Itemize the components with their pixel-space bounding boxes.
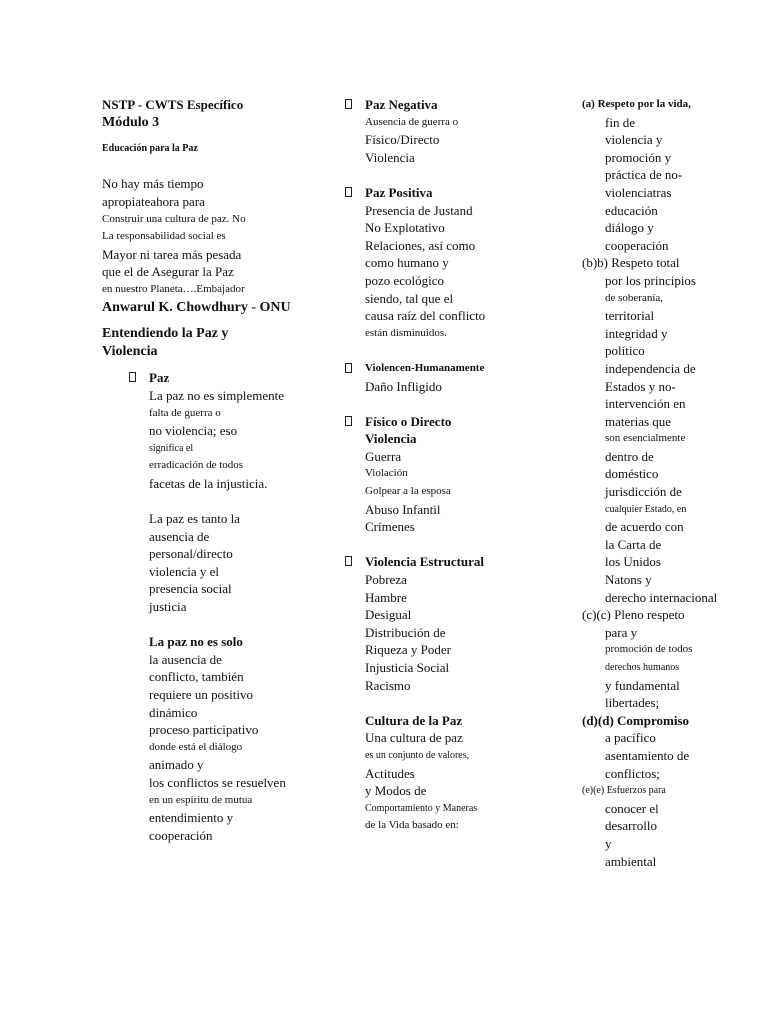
quote-line: Construir una cultura de paz. No [102,212,246,225]
paz2-line: violencia y el [149,563,220,579]
item-b-heading: (b)b) Respeto total [582,255,680,271]
item-b-line: materias que [605,413,672,429]
direct-violence-line: Crímenes [365,519,415,535]
item-e-heading: (e)(e) Esfuerzos para [582,785,666,797]
quote-line: en nuestro Planeta….Embajador [102,282,245,295]
item-b-line: intervención en [605,396,686,412]
positive-peace-line: pozo ecológico [365,272,445,288]
paz-line: no violencia; eso [149,423,238,439]
module-subtitle: Educación para la Paz [102,143,198,155]
bullet-icon [345,187,352,197]
direct-violence-line: Golpear a la esposa [365,485,451,498]
item-c-line: libertades; [605,695,660,711]
paz-heading: Paz [149,370,170,386]
positive-peace-line: Presencia de Justand [365,202,473,218]
module-title: NSTP - CWTS Específico [102,97,244,112]
paz3-line: la ausencia de [149,651,222,667]
bullet-icon [345,363,352,373]
structural-violence-line: Injusticia Social [365,660,450,675]
paz3-line: requiere un positivo [149,687,253,702]
item-b-line: Estados y no- [605,378,676,394]
positive-peace-line: Relaciones, así como [365,237,476,253]
positive-peace-line: No Explotativo [365,220,445,236]
item-a-line: práctica de no- [605,167,683,183]
structural-violence-line: Pobreza [365,572,407,588]
human-violence-heading: Violencen-Humanamente [365,361,485,374]
item-b-line: derecho internacional [605,589,718,605]
item-b-line: Natons y [605,572,652,588]
item-a-line: educación [605,202,658,218]
direct-violence-heading: Físico o Directo [365,413,452,429]
item-a-heading: (a) Respeto por la vida, [582,98,691,110]
paz-line: significa el [149,442,194,454]
item-a-line: fin de [605,114,635,130]
item-a-line: violencia y [605,132,663,148]
positive-peace-heading: Paz Positiva [365,184,433,200]
paz-line: falta de guerra o [149,406,221,419]
culture-of-peace-heading: Cultura de la Paz [365,712,463,728]
module-number: Módulo 3 [102,114,160,130]
item-b-line: los Unidos [605,554,661,570]
paz-line: erradicación de todos [149,459,244,472]
item-b-line: dentro de [605,448,654,464]
paz2-line: La paz es tanto la [149,511,240,527]
item-a-line: diálogo y [605,220,654,236]
paz2-line: justicia [149,599,187,615]
direct-violence-line: Violación [365,467,408,480]
item-a-line: promoción y [605,149,672,165]
paz3-line: en un espíritu de mutua [149,793,253,806]
paz3-line: proceso participativo [149,722,259,738]
item-b-line: la Carta de [605,536,662,552]
item-e-line: ambiental [605,853,657,869]
item-c-line: para y [605,624,638,640]
culture-of-peace-line: Una cultura de paz [365,730,463,746]
item-d-line: a pacífico [605,730,656,746]
structural-violence-line: Riqueza y Poder [365,642,451,658]
item-b-line: por los principios [605,272,696,288]
item-d-heading: (d)(d) Compromiso [582,712,690,728]
direct-violence-line: Abuso Infantil [365,501,441,517]
item-b-line: de soberanía, [605,291,664,304]
structural-violence-line: Distribución de [365,624,446,640]
paz3-line: conflicto, también [149,669,244,685]
positive-peace-line: están disminuidos. [365,326,447,339]
paz2-line: ausencia de [149,528,210,544]
item-b-line: integridad y [605,325,668,341]
item-c-line: y fundamental [605,677,680,693]
item-c-heading: (c)(c) Pleno respeto [582,607,685,623]
item-b-line: jurisdicción de [605,484,682,500]
structural-violence-line: Hambre [365,589,407,605]
paz3-heading: La paz no es solo [149,634,243,650]
item-e-line: desarrollo [605,818,657,834]
paz3-line: los conflictos se resuelven [149,774,286,790]
quote-line: que el de Asegurar la Paz [102,264,234,280]
culture-of-peace-line: Comportamiento y Maneras [365,802,478,814]
culture-of-peace-line: de la Vida basado en: [365,819,459,832]
culture-of-peace-line: es un conjunto de valores, [365,749,470,761]
negative-peace-line: Físico/Directo [365,132,440,148]
item-b-line: político [605,343,645,359]
item-d-line: conflictos; [605,765,660,781]
item-e-line: y [605,835,612,851]
paz2-line: personal/directo [149,546,233,562]
paz-line: facetas de la injusticia. [149,475,268,491]
item-a-line: cooperación [605,237,669,253]
item-b-line: son esencialmente [605,432,686,445]
section-title: Violencia [102,343,158,359]
paz3-line: animado y [149,757,204,773]
bullet-icon [129,372,136,382]
structural-violence-line: Desigual [365,607,412,623]
item-c-line: promoción de todos [605,643,693,656]
positive-peace-line: como humano y [365,255,449,271]
paz3-line: cooperación [149,827,213,843]
column-3 [582,96,762,870]
culture-of-peace-line: Actitudes [365,765,415,781]
structural-violence-heading: Violencia Estructural [365,554,485,570]
quote-line: No hay más tiempo [102,176,204,192]
direct-violence-line: Guerra [365,448,402,464]
positive-peace-line: siendo, tal que el [365,290,454,306]
negative-peace-heading: Paz Negativa [365,97,438,112]
item-b-line: de acuerdo con [605,519,684,535]
negative-peace-line: Ausencia de guerra o [365,115,459,128]
quote-author: Anwarul K. Chowdhury - ONU [102,299,291,315]
quote-line: apropiateahora para [102,193,205,209]
bullet-icon [345,416,352,426]
item-b-line: territorial [605,308,655,324]
quote-line: Mayor ni tarea más pesada [102,246,242,262]
item-e-line: conocer el [605,800,659,816]
item-c-line: derechos humanos [605,662,680,673]
item-b-line: doméstico [605,466,659,482]
human-violence-line: Daño Infligido [365,378,442,394]
structural-violence-line: Racismo [365,677,411,693]
paz-line: La paz no es simplemente [149,387,285,403]
quote-line: La responsabilidad social es [102,230,226,243]
negative-peace-line: Violencia [365,149,415,165]
paz3-line: donde está el diálogo [149,740,243,753]
bullet-icon [345,556,352,566]
item-d-line: asentamiento de [605,747,690,763]
bullet-icon [345,99,352,109]
direct-violence-heading: Violencia [365,431,417,447]
item-a-line: violenciatras [605,184,672,200]
paz2-line: presencia social [149,581,232,597]
column-2 [343,96,568,835]
positive-peace-line: causa raíz del conflicto [365,308,486,324]
paz3-line: entendimiento y [149,810,234,826]
item-b-line: cualquier Estado, en [605,503,687,515]
paz3-line: dinámico [149,704,198,720]
culture-of-peace-line: y Modos de [365,783,427,799]
item-b-line: independencia de [605,360,696,376]
section-title: Entendiendo la Paz y [102,326,229,342]
column-1 [102,96,327,844]
